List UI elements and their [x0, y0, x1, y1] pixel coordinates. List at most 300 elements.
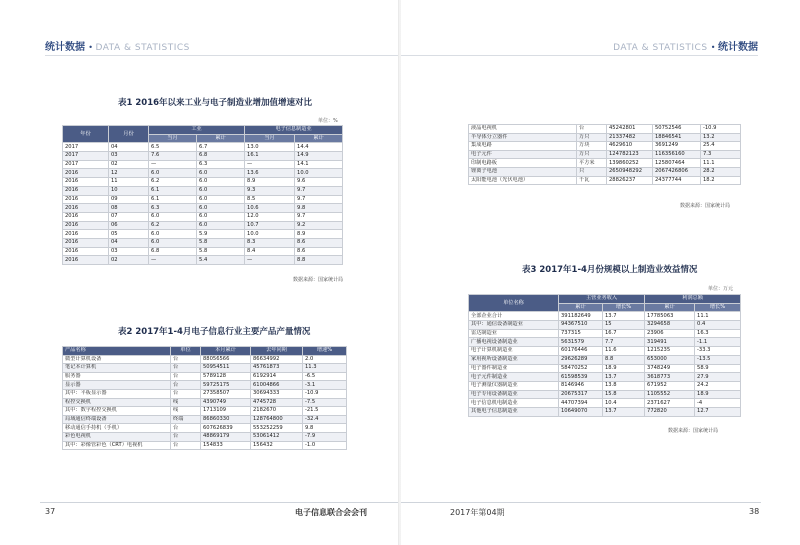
table-cell: 1105552	[645, 390, 695, 399]
table-cell: -7.5	[303, 398, 347, 407]
table-cell: 6.0	[197, 195, 245, 204]
issue-label: 2017年第04期	[450, 508, 505, 517]
table-cell: 2016	[63, 212, 109, 221]
table-cell: 印制电路板	[469, 159, 577, 168]
table-cell: 16.7	[603, 329, 645, 338]
table1-source: 数据来源：国家统计局	[293, 277, 344, 283]
table-cell: 6.8	[197, 152, 245, 161]
table-cell: 6192914	[251, 372, 303, 381]
table-cell: 8.6	[295, 238, 343, 247]
table-cell: 6.0	[197, 178, 245, 187]
table-cell: 5.9	[197, 230, 245, 239]
table-cell: 10.4	[603, 399, 645, 408]
table-cell: 48869179	[201, 432, 251, 441]
table-cell: -21.5	[303, 407, 347, 416]
table-cell: —	[245, 160, 295, 169]
table-cell: 13.0	[245, 143, 295, 152]
table-row	[63, 424, 347, 433]
table3-header-revenue: 主营业务收入	[559, 295, 645, 304]
table1-unit: 单位：%	[318, 118, 338, 124]
table-cell: 21337482	[607, 133, 653, 142]
table-cell: 11.1	[695, 312, 741, 321]
table-row	[63, 441, 347, 450]
table-row	[63, 398, 347, 407]
table2-source: 数据来源：国家统计局	[680, 203, 731, 209]
table-cell: 27358507	[201, 389, 251, 398]
table-cell: 28826237	[607, 176, 653, 185]
table-cell: 16.1	[245, 152, 295, 161]
table-cell: 终端	[171, 415, 201, 424]
table-cell: -4	[695, 399, 741, 408]
table-cell: 671952	[645, 381, 695, 390]
table-cell: 电子信息机电制造业	[469, 399, 559, 408]
table-cell: 锂离子电池	[469, 167, 577, 176]
table-cell: 4745728	[251, 398, 303, 407]
table-cell: —	[149, 160, 197, 169]
table-cell: 2182670	[251, 407, 303, 416]
table-cell: 5789128	[201, 372, 251, 381]
table-row	[469, 338, 741, 347]
table-cell: 5.4	[197, 256, 245, 265]
table-cell: 台	[577, 125, 607, 134]
table-row	[63, 247, 343, 256]
table-cell: 电子器件制造业	[469, 364, 559, 373]
table-cell: 7.3	[701, 150, 741, 159]
table-cell: 13.7	[603, 373, 645, 382]
table1-header-industry: 工业	[149, 126, 245, 135]
table-cell: 2017	[63, 152, 109, 161]
table-cell: 45761873	[251, 364, 303, 373]
table-cell: 其中：数字程控交换机	[63, 407, 171, 416]
table-row	[63, 407, 347, 416]
table-cell: 319491	[645, 338, 695, 347]
table-row	[63, 221, 343, 230]
table-cell: 15	[603, 321, 645, 330]
table-cell: 2371627	[645, 399, 695, 408]
table-cell: 3618773	[645, 373, 695, 382]
table3	[468, 294, 741, 417]
table-cell: 8146946	[559, 381, 603, 390]
table-cell: 58.9	[695, 364, 741, 373]
table-cell: 1215235	[645, 347, 695, 356]
header-section-en: DATA & STATISTICS	[95, 43, 190, 53]
table-cell: 5.8	[197, 247, 245, 256]
table1	[62, 125, 343, 265]
table1-title: 表1 2016年以来工业与电子制造业增加值增速对比	[118, 98, 313, 108]
table-cell: 台	[171, 389, 201, 398]
table-cell: 6.0	[197, 169, 245, 178]
table-cell: 2016	[63, 169, 109, 178]
table-row	[63, 389, 347, 398]
table-cell: 3748249	[645, 364, 695, 373]
table-cell: 86634992	[251, 355, 303, 364]
header-dot: •	[710, 43, 718, 52]
table-cell: 11	[109, 178, 149, 187]
table-row	[63, 212, 343, 221]
table-cell: 03	[109, 247, 149, 256]
table-row	[63, 186, 343, 195]
table3-header-profit: 利润总额	[645, 295, 741, 304]
table1-header-cumulative: 累计	[197, 134, 245, 143]
table-cell: 9.2	[295, 221, 343, 230]
table-cell: 6.1	[149, 186, 197, 195]
table-cell: 2016	[63, 221, 109, 230]
table-cell: 653000	[645, 355, 695, 364]
table-cell: 6.0	[197, 186, 245, 195]
table-cell: -1.0	[303, 441, 347, 450]
table2-header-current: 本月累计	[201, 347, 251, 356]
table-cell: 11.3	[303, 364, 347, 373]
table-cell: 线	[171, 407, 201, 416]
table-cell: 其中：平板显示器	[63, 389, 171, 398]
header-section-zh: 统计数据	[45, 42, 85, 53]
table-cell: -7.9	[303, 432, 347, 441]
table-cell: 20675317	[559, 390, 603, 399]
table-cell: 服务器	[63, 372, 171, 381]
table-row	[469, 373, 741, 382]
table-cell: 台	[171, 432, 201, 441]
table-cell: 156432	[251, 441, 303, 450]
table-cell: 6.3	[149, 204, 197, 213]
table-cell: 广播电视设备制造业	[469, 338, 559, 347]
left-page-header	[45, 38, 190, 53]
table-cell: —	[149, 256, 197, 265]
table-row	[63, 256, 343, 265]
table3-header-cumulative: 累计	[645, 303, 695, 312]
table-cell: 太阳能电池（光伏电池）	[469, 176, 577, 185]
table-cell: —	[245, 256, 295, 265]
table-cell: 8.3	[245, 238, 295, 247]
table-cell: 6.2	[149, 221, 197, 230]
table-cell: 10649070	[559, 407, 603, 416]
table-cell: 2016	[63, 238, 109, 247]
table-cell: 6.0	[197, 221, 245, 230]
table-cell: 万只	[577, 150, 607, 159]
table-cell: 13.7	[603, 312, 645, 321]
table-cell: 1713109	[201, 407, 251, 416]
table-cell: 9.8	[303, 424, 347, 433]
table-cell: 07	[109, 212, 149, 221]
table-cell: 125807464	[653, 159, 701, 168]
table-cell: 2016	[63, 195, 109, 204]
table-cell: 24.2	[695, 381, 741, 390]
table-cell: 9.3	[245, 186, 295, 195]
table-cell: 60176446	[559, 347, 603, 356]
table-row	[469, 133, 741, 142]
table-row	[469, 159, 741, 168]
table-cell: 139860252	[607, 159, 653, 168]
table3-header-growth: 增长%	[603, 303, 645, 312]
table-cell: -1.1	[695, 338, 741, 347]
table-cell: 6.0	[149, 238, 197, 247]
table-cell: 607626839	[201, 424, 251, 433]
table-row	[469, 364, 741, 373]
table-cell: 6.7	[197, 143, 245, 152]
table-cell: 笔记本计算机	[63, 364, 171, 373]
table-cell: 15.8	[603, 390, 645, 399]
table3-header-cumulative: 累计	[559, 303, 603, 312]
table-cell: 8.8	[295, 256, 343, 265]
table-cell: 18.9	[695, 390, 741, 399]
table-cell: 16.3	[695, 329, 741, 338]
table2-header-growth: 增速%	[303, 347, 347, 356]
table2-header-product: 产品名称	[63, 347, 171, 356]
table-cell: -33.3	[695, 347, 741, 356]
header-rule	[401, 55, 758, 56]
table-cell: 13.8	[603, 381, 645, 390]
table-cell: 10.0	[295, 169, 343, 178]
table-cell: 家用视听设备制造业	[469, 355, 559, 364]
table-cell: 电子测量仪器制造业	[469, 381, 559, 390]
journal-name: 电子信息联合会会刊	[295, 508, 367, 517]
table-row	[63, 381, 347, 390]
table-cell: 58470252	[559, 364, 603, 373]
table-cell: 8.9	[295, 230, 343, 239]
table-cell: 2067426806	[653, 167, 701, 176]
table-cell: 10.7	[245, 221, 295, 230]
table2-header-lastyear: 去年同期	[251, 347, 303, 356]
table-row	[469, 381, 741, 390]
table-row	[63, 415, 347, 424]
table-cell: 9.7	[295, 186, 343, 195]
table-cell: 4629610	[607, 142, 653, 151]
table-row	[469, 142, 741, 151]
page-number-left: 37	[45, 507, 56, 516]
table-cell: 局域通信终端设备	[63, 415, 171, 424]
table-cell: 02	[109, 160, 149, 169]
table-cell: -3.1	[303, 381, 347, 390]
table-cell: 6.8	[149, 247, 197, 256]
table-cell: 平方米	[577, 159, 607, 168]
footer-rule	[40, 502, 399, 503]
table-cell: 线	[171, 398, 201, 407]
table-cell: 2016	[63, 186, 109, 195]
table-row	[63, 355, 347, 364]
table-cell: 391182649	[559, 312, 603, 321]
table-cell: 9.7	[295, 195, 343, 204]
table1-header-current: 当月	[245, 134, 295, 143]
table-cell: 台	[171, 441, 201, 450]
table-cell: 6.1	[149, 195, 197, 204]
table-cell: -10.9	[303, 389, 347, 398]
table-cell: 6.0	[197, 204, 245, 213]
table-cell: 124782123	[607, 150, 653, 159]
table-cell: 半导体分立器件	[469, 133, 577, 142]
table-cell: -6.5	[303, 372, 347, 381]
table-row	[63, 432, 347, 441]
table-row	[63, 238, 343, 247]
table-cell: 772820	[645, 407, 695, 416]
table-cell: 2016	[63, 178, 109, 187]
table-cell: 雷达制造业	[469, 329, 559, 338]
table-cell: 移动通信手持机（手机）	[63, 424, 171, 433]
table-cell: 7.7	[603, 338, 645, 347]
table-cell: 116356160	[653, 150, 701, 159]
table-cell: 3294658	[645, 321, 695, 330]
table-cell: 6.0	[149, 169, 197, 178]
table-cell: 17785063	[645, 312, 695, 321]
table-cell: 03	[109, 152, 149, 161]
page-number-right: 38	[749, 507, 760, 516]
table-row	[63, 230, 343, 239]
table-cell: 2016	[63, 204, 109, 213]
table-row	[469, 355, 741, 364]
table-cell: 737315	[559, 329, 603, 338]
table-cell: 6.0	[149, 212, 197, 221]
table-cell: 台	[171, 381, 201, 390]
table-cell: 25.4	[701, 142, 741, 151]
table-cell: 4390749	[201, 398, 251, 407]
table-cell: 电子计算机制造业	[469, 347, 559, 356]
table-cell: 86860330	[201, 415, 251, 424]
table2-title: 表2 2017年1-4月电子信息行业主要产品产量情况	[118, 327, 311, 337]
table-cell: 10.0	[245, 230, 295, 239]
table3-source: 数据来源：国家统计局	[668, 428, 719, 434]
table-cell: 12	[109, 169, 149, 178]
table-cell: 88056566	[201, 355, 251, 364]
table-cell: 9.7	[295, 212, 343, 221]
table-cell: 8.6	[295, 247, 343, 256]
right-page-header	[613, 38, 758, 53]
table-cell: 24377744	[653, 176, 701, 185]
table-cell: 23906	[645, 329, 695, 338]
table-row	[63, 364, 347, 373]
table-cell: 其中：通信设备制造业	[469, 321, 559, 330]
table-row	[63, 178, 343, 187]
table-row	[469, 390, 741, 399]
table-cell: 万只	[577, 133, 607, 142]
table-cell: 电子专用设备制造业	[469, 390, 559, 399]
table-cell: 10.6	[245, 204, 295, 213]
table-cell: 06	[109, 221, 149, 230]
table-cell: 14.1	[295, 160, 343, 169]
table-cell: 8.4	[245, 247, 295, 256]
table-cell: 04	[109, 238, 149, 247]
table2-continued	[468, 124, 741, 185]
header-section-en: DATA & STATISTICS	[613, 43, 708, 53]
table-row	[63, 204, 343, 213]
table-cell: 13.6	[245, 169, 295, 178]
table-cell: 94367510	[559, 321, 603, 330]
table-cell: 02	[109, 256, 149, 265]
table-cell: 12.0	[245, 212, 295, 221]
table-cell: 9.8	[295, 204, 343, 213]
table-cell: 53061412	[251, 432, 303, 441]
table-cell: 14.4	[295, 143, 343, 152]
table3-header-unit-name: 单位名称	[469, 295, 559, 312]
table-cell: 18.9	[603, 364, 645, 373]
table-cell: 28.2	[701, 167, 741, 176]
table-cell: 万块	[577, 142, 607, 151]
table-cell: 6.5	[149, 143, 197, 152]
table-cell: 50954511	[201, 364, 251, 373]
table-cell: 2016	[63, 256, 109, 265]
table1-header-electronics: 电子信息制造业	[245, 126, 343, 135]
table-cell: 6.3	[197, 160, 245, 169]
table-row	[469, 312, 741, 321]
table-cell: 18846541	[653, 133, 701, 142]
table-cell: 只	[577, 167, 607, 176]
table-cell: 台	[171, 372, 201, 381]
table-cell: 61598539	[559, 373, 603, 382]
table3-title: 表3 2017年1-4月份规模以上制造业效益情况	[522, 265, 698, 275]
header-dot: •	[88, 43, 96, 52]
table-cell: 8.9	[245, 178, 295, 187]
table3-header-growth: 增长%	[695, 303, 741, 312]
table-cell: 11.1	[701, 159, 741, 168]
table-cell: 2017	[63, 160, 109, 169]
table-cell: 05	[109, 230, 149, 239]
table-row	[469, 399, 741, 408]
table-cell: 显示器	[63, 381, 171, 390]
table-cell: 11.6	[603, 347, 645, 356]
table-row	[469, 176, 741, 185]
table-cell: 0.4	[695, 321, 741, 330]
table-cell: 彩色电视机	[63, 432, 171, 441]
table-row	[63, 169, 343, 178]
footer-rule	[401, 502, 761, 503]
table-cell: 13.7	[603, 407, 645, 416]
table1-header-cumulative: 累计	[295, 134, 343, 143]
table-cell: 44707394	[559, 399, 603, 408]
table-cell: 154833	[201, 441, 251, 450]
table-cell: 45242801	[607, 125, 653, 134]
table-cell: -32.4	[303, 415, 347, 424]
table1-header-current: 当月	[149, 134, 197, 143]
table-row	[469, 125, 741, 134]
table2-header-unit: 单位	[171, 347, 201, 356]
table-cell: 9.6	[295, 178, 343, 187]
table-cell: 5.8	[197, 238, 245, 247]
table-cell: 08	[109, 204, 149, 213]
header-rule	[45, 55, 399, 56]
table1-header-year: 年份	[63, 126, 109, 143]
left-page	[0, 0, 399, 545]
table-cell: 台	[171, 424, 201, 433]
table-cell: 128764800	[251, 415, 303, 424]
table-cell: 2016	[63, 247, 109, 256]
table-cell: 电子元件制造业	[469, 373, 559, 382]
header-section-zh: 统计数据	[718, 42, 758, 53]
table-cell: 台	[171, 355, 201, 364]
table-cell: 电子元件	[469, 150, 577, 159]
table-row	[469, 150, 741, 159]
table-row	[63, 143, 343, 152]
table-cell: 3691249	[653, 142, 701, 151]
table-row	[63, 195, 343, 204]
table-cell: 12.7	[695, 407, 741, 416]
table1-header-month: 月份	[109, 126, 149, 143]
table-row	[469, 407, 741, 416]
table-cell: 61004866	[251, 381, 303, 390]
table-cell: -13.5	[695, 355, 741, 364]
table-cell: 553252259	[251, 424, 303, 433]
table-cell: 千瓦	[577, 176, 607, 185]
table-row	[469, 321, 741, 330]
table-cell: 6.0	[149, 230, 197, 239]
table-cell: 2650948292	[607, 167, 653, 176]
table-cell: 10	[109, 186, 149, 195]
table-cell: -10.9	[701, 125, 741, 134]
table-cell: 59725175	[201, 381, 251, 390]
table-row	[469, 167, 741, 176]
table-cell: 8.8	[603, 355, 645, 364]
table-cell: 18.2	[701, 176, 741, 185]
table-cell: 2017	[63, 143, 109, 152]
table-cell: 其他电子信息制造业	[469, 407, 559, 416]
table-cell: 7.6	[149, 152, 197, 161]
table-cell: 2016	[63, 230, 109, 239]
